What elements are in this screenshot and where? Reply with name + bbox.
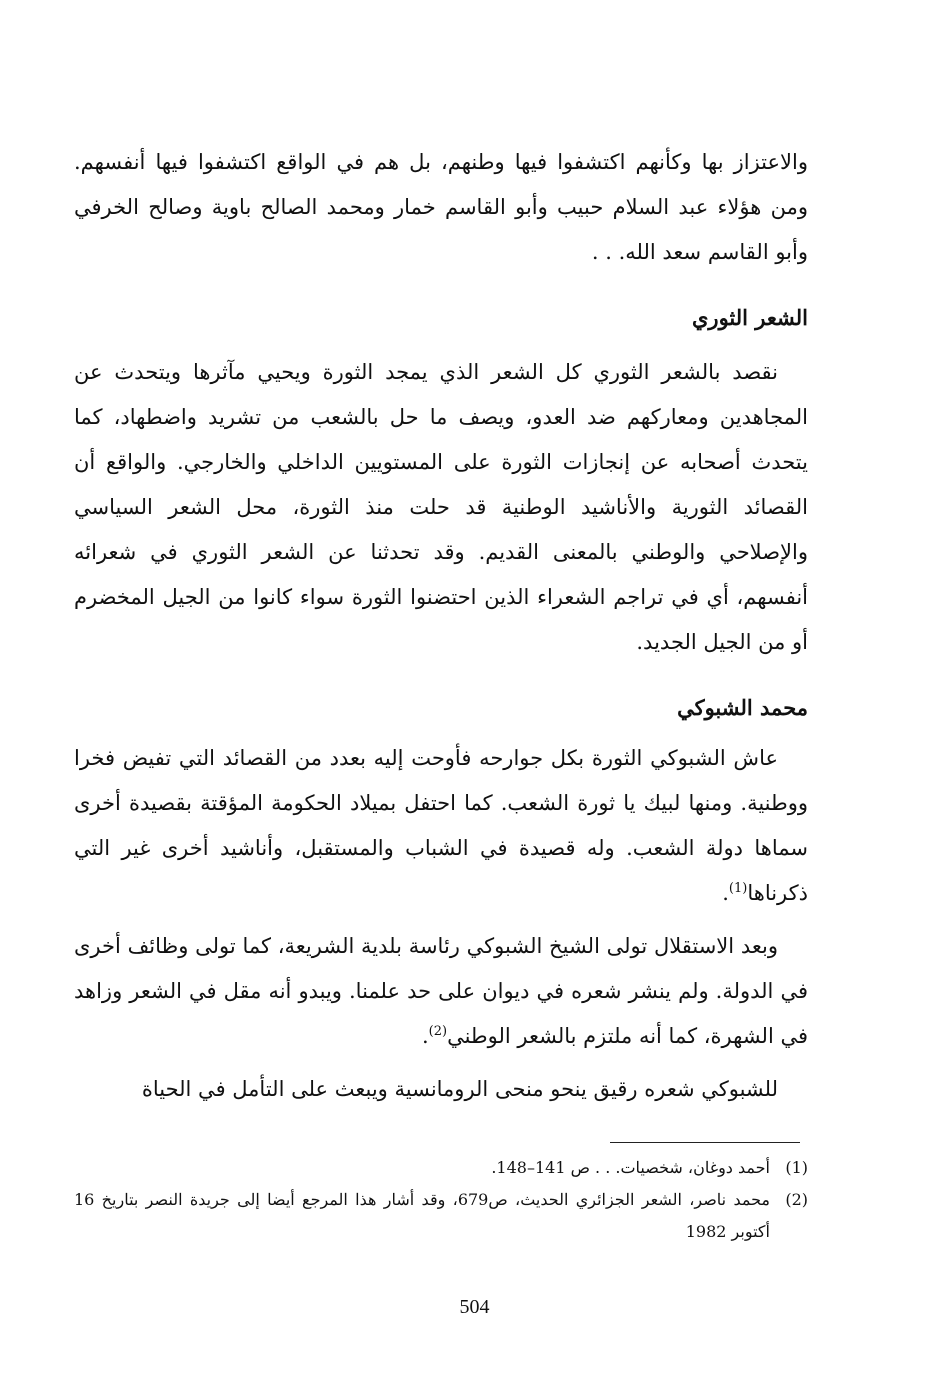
- footnote-item: [74, 1184, 808, 1248]
- paragraph-intro: والاعتزاز بها وكأنهم اكتشفوا فيها وطنهم، بل هم في الواقع اكتشفوا فيها أنفسهم. ومن هؤلاء عبد السلام حبيب وأبو القاسم خمار ومحمد الصالح باوية وصالح الخرفي وأبو القاسم سعد الله. . .: [74, 150, 808, 264]
- section-heading-shabouki: محمد الشبوكي: [677, 695, 808, 720]
- paragraph-revolutionary-poetry: نقصد بالشعر الثوري كل الشعر الذي يمجد الثورة ويحيي مآثرها ويتحدث عن المجاهدين ومعاركهم ضد العدو، ويصف ما حل بالشعب من تشريد واضطهاد، كما يتحدث أصحابه عن إنجازات الثورة على المستويين الداخلي والخارجي. والواقع أن القصائد الثورية والأناشيد الوطنية قد حلت منذ الثورة، محل الشعر السياسي والإصلاحي والوطني بالمعنى القديم. وقد تحدثنا عن الشعر الثوري في شعرائه أنفسهم، أي في تراجم الشعراء الذين احتضنوا الثورة سواء كانوا من الجيل المخضرم أو من الجيل الجديد.: [74, 360, 808, 654]
- paragraph-text: وبعد الاستقلال تولى الشيخ الشبوكي رئاسة بلدية الشريعة، كما تولى وظائف أخرى في الدولة. ولم ينشر شعره في ديوان على حد علمنا. ويبدو أنه مقل في الشعر وزاهد في الشهرة، كما أنه ملتزم بالشعر الوطني: [74, 934, 808, 1048]
- footnote-number: (1): [785, 1158, 808, 1177]
- paragraph-shabouki-revolution: [74, 736, 808, 916]
- footnote-ref-1: (1): [728, 881, 748, 896]
- footnote-text: محمد ناصر، الشعر الجزائري الحديث، ص679، وقد أشار هذا المرجع أيضا إلى جريدة النصر بتاريخ 16 أكتوبر 1982: [74, 1190, 770, 1241]
- section-heading-revolutionary-poetry: الشعر الثوري: [692, 305, 808, 330]
- footnote-ref-2: (2): [428, 1024, 448, 1039]
- page-number: 504: [459, 1296, 490, 1318]
- footnote-item: [74, 1152, 808, 1184]
- footnote-divider: [610, 1142, 800, 1143]
- paragraph-text: عاش الشبوكي الثورة بكل جوارحه فأوحت إليه بعدد من القصائد التي تفيض فخرا ووطنية. ومنها لبيك يا ثورة الشعب. كما احتفل بميلاد الحكومة المؤقتة بقصيدة أخرى سماها دولة الشعب. وله قصيدة في الشباب والمستقبل، وأناشيد أخرى غير التي ذكرناها: [74, 746, 808, 905]
- paragraph-end: .: [722, 881, 729, 905]
- page-body: [74, 140, 808, 1112]
- paragraph-end: .: [421, 1024, 429, 1048]
- footnote-number: (2): [785, 1190, 808, 1209]
- footnotes: [74, 1152, 808, 1248]
- paragraph-shabouki-independence: [74, 924, 808, 1059]
- footnote-text: أحمد دوغان، شخصيات. . . ص 141–148.: [491, 1158, 770, 1177]
- paragraph-shabouki-poetry: للشبوكي شعره رقيق ينحو منحى الرومانسية ويبعث على التأمل في الحياة: [141, 1077, 778, 1101]
